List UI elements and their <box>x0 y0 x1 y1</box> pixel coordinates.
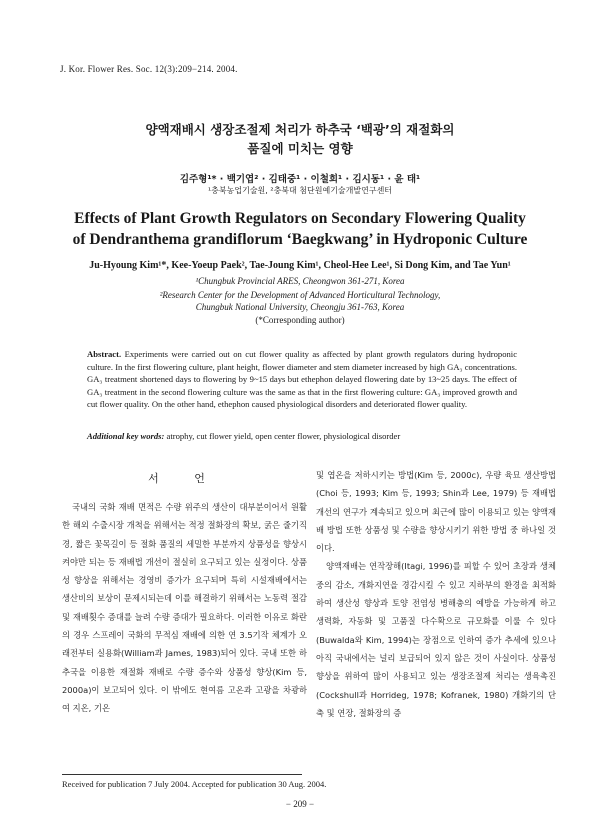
section-heading-introduction: 서 언 <box>148 472 221 485</box>
abstract <box>87 348 517 411</box>
corresponding-author-note: (*Corresponding author) <box>255 315 345 325</box>
english-authors: Ju-Hyoung Kim¹*, Kee-Yoeup Paek², Tae-Joung Kim¹, Cheol-Hee Lee¹, Si Dong Kim, and Tae Yun¹ <box>89 260 511 271</box>
keywords-label: Additional key words: <box>87 431 165 441</box>
english-title-line-2: of Dendranthema grandiflorum ‘Baegkwang’ in Hydroponic Culture <box>72 231 528 248</box>
journal-citation: J. Kor. Flower Res. Soc. 12(3):209−214. 2004. <box>60 64 238 74</box>
english-affiliation-3: Chungbuk National University, Cheongju 361-763, Korea <box>195 302 405 312</box>
korean-title-line-1: 양액재배시 생장조절제 처리가 하추국 ‘백광’의 재절화의 <box>145 122 455 137</box>
english-title-line-1: Effects of Plant Growth Regulators on Secondary Flowering Quality <box>74 210 526 227</box>
left-paragraph: 국내의 국화 재배 면적은 수량 위주의 생산이 대부분이어서 원활한 해외 수출시장 개척을 위해서는 적정 절화장의 확보, 굵은 줄기직경, 짧은 꽃목길이 등 절화 품질의 세밀한 부분까지 상품성을 향상시켜야만 되는 등 재배법 개선이 절실히 요구되고 있는 실정이다. 상품성 향상을 위해서는 경영비 증가가 요구되며 특히 시설재배에서는 생산비의 보상이 문제시되는데 이를 해결하기 위해서는 노동력 절감 및 재배횟수 증대를 늘려 수량 증대가 필요하다. 이러한 이유로 화란의 경우 스프레이 국화의 무적심 재배에 의한 연 3.5기작 체계가 오래전부터 실용화(William과 James, 1983)되어 있다. 국내 또한 하추국을 이용한 재절화 재배로 수량 증수와 상품성 향상(Kim 등, 2000a)이 보고되어 있다. 이 밖에도 현여름 고온과 고광을 차광하여 지온, 기온 <box>62 502 307 714</box>
right-paragraph-1: 및 엽온을 저하시키는 방법(Kim 등, 2000c), 우량 육묘 생산방법(Choi 등, 1993; Kim 등, 1993; Shin과 Lee, 1979) 등 재배법 개선의 연구가 계속되고 있으며 최근에 많이 이용되고 있는 양액재배 방법 또한 상품성 및 수량을 향상시키기 위한 방법 중 하나일 것이다. <box>316 470 556 554</box>
korean-affiliations: ¹충북농업기술원, ²충북대 첨단원예기술개발연구센터 <box>207 186 393 195</box>
abstract-label: Abstract. <box>87 349 122 359</box>
keywords <box>87 431 517 441</box>
left-column <box>62 498 307 718</box>
english-affiliation-1: ¹Chungbuk Provincial ARES, Cheongwon 361-271, Korea <box>195 276 405 286</box>
korean-authors: 김주형¹* · 백기엽² · 김태중¹ · 이철희¹ · 김시동¹ · 윤 태¹ <box>179 174 421 185</box>
abstract-text: Experiments were carried out on cut flower quality as affected by plant growth regulators during hydroponic culture. In the first flowering culture, plant height, flower diameter and stem diameter increased by high GA₃ concentrations. GA₃ treatment shortened days to flowering by 9~15 days but ethephon delayed flowering date by 13~25 days. The effect of GA₃ treatment in the second flowering culture was the same as that in the first flowering culture: GA₃ improved growth and cut flower quality. On the other hand, ethephon caused physiological disorders and deteriorated flower quality. <box>87 349 518 410</box>
keywords-text: atrophy, cut flower yield, open center flower, physiological disorder <box>166 431 401 441</box>
footnote: Received for publication 7 July 2004. Accepted for publication 30 Aug. 2004. <box>62 779 327 789</box>
right-paragraph-2: 양액재배는 연작장해(Itagi, 1996)를 피할 수 있어 초장과 생체중의 감소, 개화지연을 경감시킬 수 있고 지하부의 환경을 최적화하여 생산성 향상과 토양 전염성 병해충의 예방을 가능하게 하고 생력화, 자동화 및 고품질 다수확으로 규모화를 이룰 수 있다(Buwalda와 Kim, 1994)는 장점으로 인하여 증가 추세에 있으나 아직 국내에서는 널리 보급되어 있지 않은 것이 사실이다. 상품성 향상을 위하여 많이 사용되고 있는 생장조절제 처리는 생육촉진(Cockshull과 Horrideg, 1978; Kofranek, 1980) 개화기의 단축 및 연장, 절화장의 증 <box>316 561 556 718</box>
footnote-divider <box>62 774 302 775</box>
page-number: − 209 − <box>285 799 315 809</box>
english-affiliation-2: ²Research Center for the Development of Advanced Horticultural Technology, <box>159 290 441 300</box>
korean-title-line-2: 품질에 미치는 영향 <box>247 141 353 156</box>
right-column <box>316 466 556 722</box>
